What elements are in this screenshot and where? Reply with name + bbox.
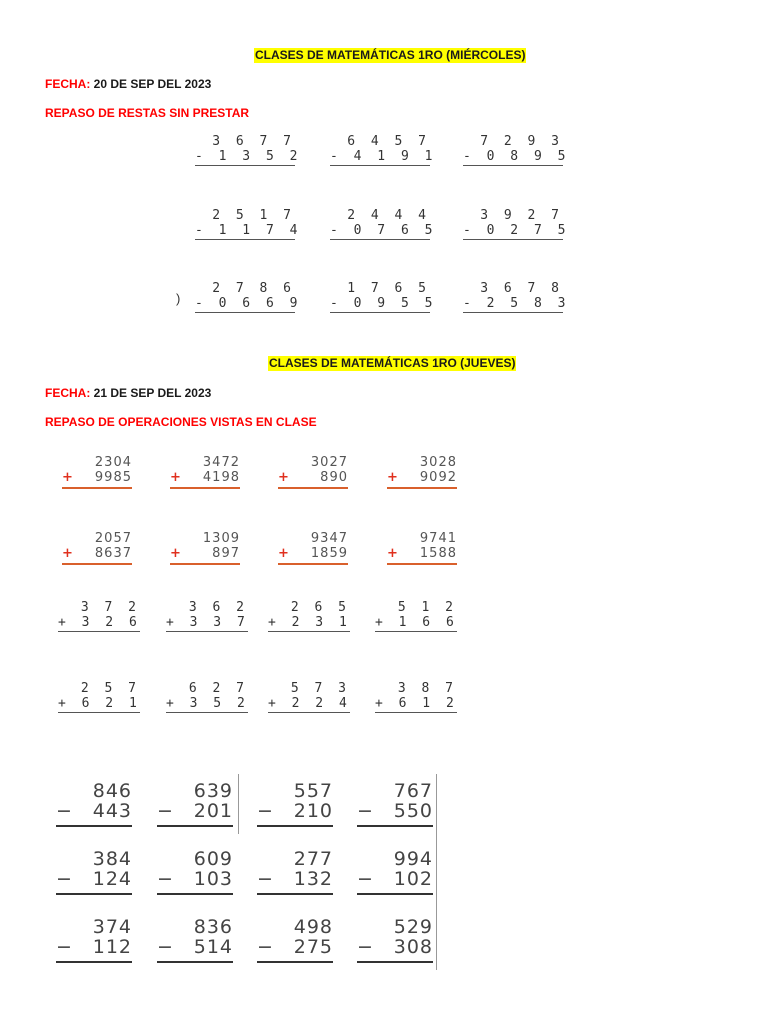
answer-line [157,961,233,963]
subtraction-problem [330,281,437,313]
minus-sign: − [257,800,274,822]
minuend: 374 [92,916,132,938]
addend-bottom [62,470,132,485]
minuend: 3 9 2 7 [480,208,563,223]
plus-sign: + [387,470,399,485]
answer-line [195,239,295,240]
answer-line [166,712,248,713]
addend-top: 6 2 7 [188,681,248,696]
answer-line [195,165,295,166]
subtrahend-row [257,801,333,821]
date-label: FECHA: [45,386,91,400]
stray-mark: ) [176,291,181,306]
subtrahend-row [157,801,233,821]
subtrahend: - 0 9 5 5 [330,296,437,311]
answer-line [387,487,457,489]
plus-sign: + [387,546,399,561]
subtraction-problem [257,849,333,895]
minus-sign: − [157,868,174,890]
answer-line [357,893,433,895]
answer-line [62,563,132,565]
minuend: 3 6 7 8 [480,281,563,296]
answer-line [58,712,140,713]
answer-line [330,239,430,240]
section1-heading: CLASES DE MATEMÁTICAS 1RO (MIÉRCOLES) [255,48,526,62]
addend-bottom [387,546,457,561]
subtrahend: 550 [393,800,433,822]
subtrahend: - 0 6 6 9 [195,296,302,311]
minus-sign: − [357,800,374,822]
subtraction-problem [195,208,302,240]
subtrahend: 443 [92,800,132,822]
subtraction-problem [157,917,233,963]
subtraction-problem [56,781,132,827]
addend-bottom: + 3 5 2 [166,696,249,711]
minuend: 846 [92,780,132,802]
addend-top: 1309 [202,531,240,546]
answer-line [62,487,132,489]
subtrahend: - 1 3 5 2 [195,149,302,164]
subtrahend-row [56,869,132,889]
addition-problem [62,455,132,489]
subtrahend-row [257,869,333,889]
minuend: 609 [193,848,233,870]
addend-value: 1859 [310,546,348,561]
addend-value: 9092 [419,470,457,485]
section1-topic: REPASO DE RESTAS SIN PRESTAR [45,106,250,120]
addend-top: 3 6 2 [188,600,248,615]
subtrahend: - 0 2 7 5 [463,223,570,238]
subtraction-problem [157,849,233,895]
answer-line [357,961,433,963]
answer-line [195,312,295,313]
addend-top: 9347 [310,531,348,546]
addition-problem [375,681,457,713]
subtraction-problem [257,781,333,827]
answer-line [257,893,333,895]
addend-bottom: + 2 3 1 [268,615,351,630]
addition-problem [278,531,348,565]
plus-sign: + [170,546,182,561]
subtrahend: - 0 8 9 5 [463,149,570,164]
subtrahend-row [357,869,433,889]
subtrahend: 132 [293,868,333,890]
subtrahend-row [357,937,433,957]
minuend: 529 [393,916,433,938]
subtrahend: 201 [193,800,233,822]
subtraction-problem [56,917,132,963]
addend-bottom: + 2 2 4 [268,696,351,711]
section2-date [45,386,211,401]
subtraction-problem [330,208,437,240]
minuend: 384 [92,848,132,870]
subtraction-problem [463,281,570,313]
answer-line [278,487,348,489]
addition-problem [170,531,240,565]
date-value: 20 DE SEP DEL 2023 [90,77,212,91]
answer-line [268,712,350,713]
addition-problem [268,681,350,713]
addition-problem [62,531,132,565]
section1-date [45,77,211,92]
column-divider [238,774,239,834]
answer-line [357,825,433,827]
minus-sign: − [56,936,73,958]
addend-top: 2 6 5 [290,600,350,615]
answer-line [330,165,430,166]
minus-sign: − [56,800,73,822]
addend-bottom: + 1 6 6 [375,615,458,630]
addition-problem [166,600,248,632]
answer-line [257,825,333,827]
minuend: 836 [193,916,233,938]
subtrahend-row [157,937,233,957]
answer-line [278,563,348,565]
minuend: 2 7 8 6 [212,281,295,296]
minuend: 277 [293,848,333,870]
answer-line [268,631,350,632]
minus-sign: − [357,868,374,890]
subtrahend: - 4 1 9 1 [330,149,437,164]
addition-problem [387,531,457,565]
plus-sign: + [62,546,74,561]
addend-top: 3028 [419,455,457,470]
subtrahend-row [56,937,132,957]
addend-top: 3 7 2 [80,600,140,615]
addition-problem [387,455,457,489]
subtrahend-row [56,801,132,821]
addition-problem [58,600,140,632]
addition-problem [58,681,140,713]
addend-bottom [62,546,132,561]
minuend: 2 4 4 4 [347,208,430,223]
column-divider [436,774,437,970]
minus-sign: − [157,936,174,958]
addend-value: 890 [320,470,348,485]
subtraction-problem [357,781,433,827]
answer-line [375,712,457,713]
minuend: 557 [293,780,333,802]
answer-line [56,961,132,963]
answer-line [56,893,132,895]
minuend: 994 [393,848,433,870]
section2-heading: CLASES DE MATEMÁTICAS 1RO (JUEVES) [269,356,516,370]
minuend: 639 [193,780,233,802]
minus-sign: − [56,868,73,890]
answer-line [387,563,457,565]
addend-bottom: + 6 2 1 [58,696,141,711]
answer-line [157,893,233,895]
minuend: 6 4 5 7 [347,134,430,149]
subtrahend-row [257,937,333,957]
answer-line [463,165,563,166]
subtrahend: 308 [393,936,433,958]
addend-bottom: + 3 2 6 [58,615,141,630]
subtrahend: 102 [393,868,433,890]
minus-sign: − [357,936,374,958]
addend-value: 9985 [94,470,132,485]
addend-bottom [170,470,240,485]
subtraction-problem [157,781,233,827]
addition-problem [278,455,348,489]
minuend: 498 [293,916,333,938]
addend-top: 5 7 3 [290,681,350,696]
subtrahend: - 0 7 6 5 [330,223,437,238]
addend-bottom: + 6 1 2 [375,696,458,711]
subtraction-problem [56,849,132,895]
subtraction-problem [357,849,433,895]
subtraction-problem [195,134,302,166]
subtrahend: 124 [92,868,132,890]
subtrahend: 103 [193,868,233,890]
minuend: 3 6 7 7 [212,134,295,149]
date-label: FECHA: [45,77,91,91]
subtrahend: - 2 5 8 3 [463,296,570,311]
plus-sign: + [170,470,182,485]
addend-bottom [170,546,240,561]
answer-line [166,631,248,632]
addend-bottom [387,470,457,485]
subtraction-problem [463,208,570,240]
plus-sign: + [62,470,74,485]
answer-line [56,825,132,827]
minuend: 1 7 6 5 [347,281,430,296]
addition-problem [268,600,350,632]
minus-sign: − [257,868,274,890]
subtrahend: 210 [293,800,333,822]
addend-top: 3027 [310,455,348,470]
answer-line [463,239,563,240]
subtraction-problem [463,134,570,166]
minuend: 7 2 9 3 [480,134,563,149]
section2-topic: REPASO DE OPERACIONES VISTAS EN CLASE [45,415,317,429]
plus-sign: + [278,470,290,485]
addend-bottom [278,546,348,561]
subtraction-problem [257,917,333,963]
subtrahend-row [357,801,433,821]
answer-line [170,563,240,565]
addend-value: 8637 [94,546,132,561]
plus-sign: + [278,546,290,561]
subtrahend: 514 [193,936,233,958]
addition-problem [166,681,248,713]
minuend: 2 5 1 7 [212,208,295,223]
addend-top: 9741 [419,531,457,546]
answer-line [463,312,563,313]
addend-bottom [278,470,348,485]
subtraction-problem [195,281,302,313]
minus-sign: − [157,800,174,822]
subtrahend: - 1 1 7 4 [195,223,302,238]
answer-line [58,631,140,632]
subtraction-problem [330,134,437,166]
addend-bottom: + 3 3 7 [166,615,249,630]
addend-value: 4198 [202,470,240,485]
subtrahend: 275 [293,936,333,958]
addition-problem [375,600,457,632]
minuend: 767 [393,780,433,802]
addition-problem [170,455,240,489]
answer-line [257,961,333,963]
answer-line [170,487,240,489]
addend-top: 3 8 7 [397,681,457,696]
answer-line [157,825,233,827]
addend-top: 3472 [202,455,240,470]
addend-value: 1588 [419,546,457,561]
date-value: 21 DE SEP DEL 2023 [90,386,212,400]
subtrahend-row [157,869,233,889]
addend-value: 897 [212,546,240,561]
addend-top: 2 5 7 [80,681,140,696]
answer-line [330,312,430,313]
addend-top: 5 1 2 [397,600,457,615]
subtraction-problem [357,917,433,963]
answer-line [375,631,457,632]
addend-top: 2304 [94,455,132,470]
addend-top: 2057 [94,531,132,546]
subtrahend: 112 [92,936,132,958]
minus-sign: − [257,936,274,958]
